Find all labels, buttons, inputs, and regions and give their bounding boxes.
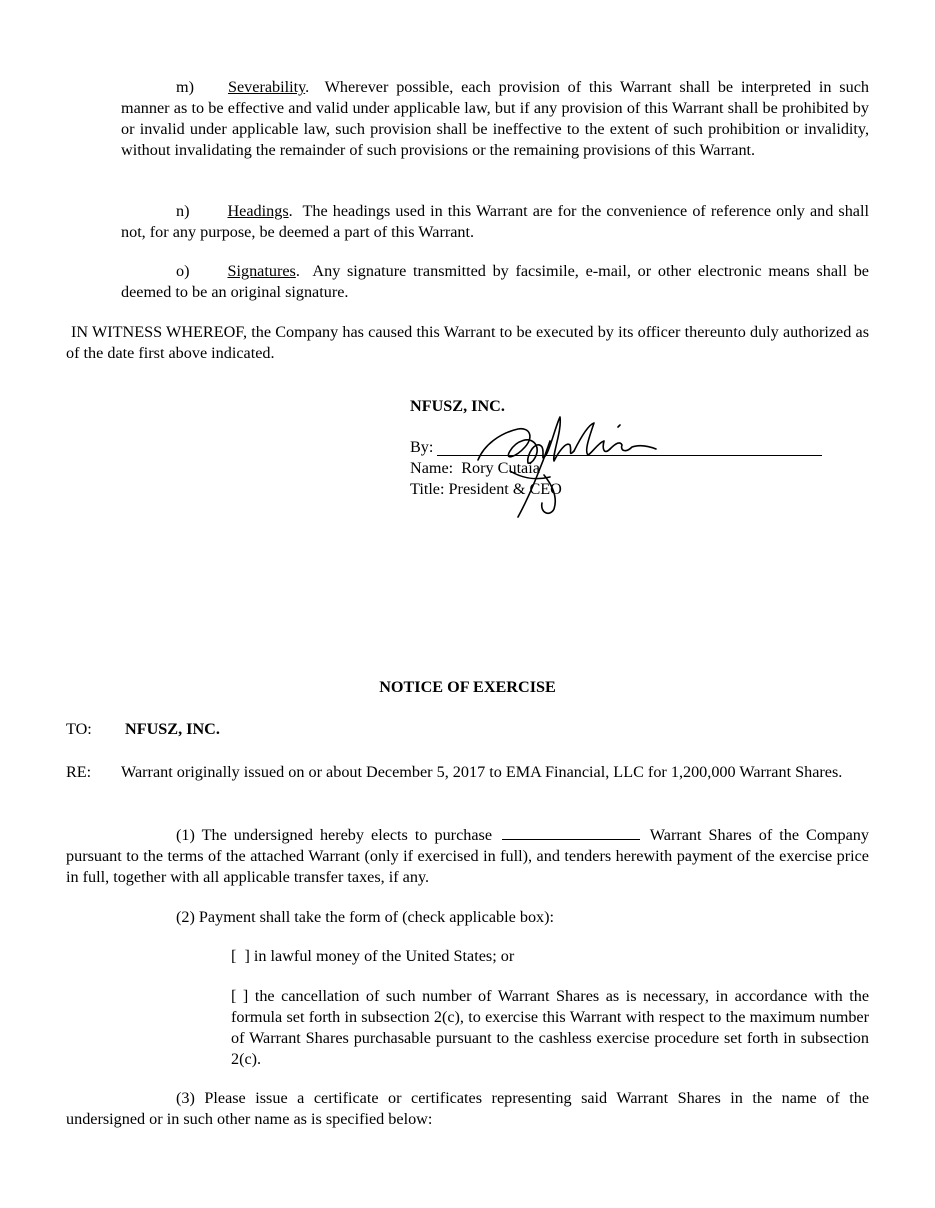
payment-option-cash[interactable]: [ ] in lawful money of the United States; or <box>231 947 515 965</box>
name-value: Rory Cutaia <box>461 459 540 477</box>
title-value: President & CEO <box>448 480 562 498</box>
signature-company: NFUSZ, INC. <box>410 397 505 415</box>
clause-severability: m) Severability. Wherever possible, each provision of this Warrant shall be interpreted in such manner as to be effective and valid under applicable law, but if any provision of this Warrant shall be prohibited by or invalid under applicable law, such provision shall be ineffective to the extent of such prohibition or invalidity, without invalidating the remainder of such provisions or the remaining provisions of this Warrant. <box>121 78 869 159</box>
clause-heading: Headings <box>227 202 289 220</box>
witness-paragraph: IN WITNESS WHEREOF, the Company has caused this Warrant to be executed by its officer thereunto duly authorized as of the date first above indicated. <box>66 323 869 362</box>
p1-text-after: Warrant Shares of the Company pursuant to the terms of the attached Warrant (only if exercised in full), and tenders herewith payment of the exercise price in full, together with all applicable transfer taxes, if any. <box>66 826 869 886</box>
notice-paragraph-2: (2) Payment shall take the form of (check applicable box): <box>176 908 555 926</box>
notice-to-label: TO: <box>66 720 92 738</box>
notice-title: NOTICE OF EXERCISE <box>379 678 556 696</box>
title-label: Title: <box>410 480 445 498</box>
clause-heading: Signatures <box>227 262 296 280</box>
clause-marker: m) <box>176 78 194 96</box>
handwritten-signature <box>470 405 670 525</box>
signature-by-label: By: <box>410 438 434 456</box>
notice-paragraph-1 <box>66 825 869 888</box>
name-label: Name: <box>410 459 454 477</box>
clause-text: Any signature transmitted by facsimile, e-mail, or other electronic means shall be deemed to be an original signature. <box>121 262 869 301</box>
notice-paragraph-3: (3) Please issue a certificate or certificates representing said Warrant Shares in the name of the undersigned or in such other name as is specified below: <box>66 1089 869 1128</box>
p1-text-before: (1) The undersigned hereby elects to purchase <box>176 826 493 844</box>
share-count-blank[interactable] <box>502 825 640 840</box>
clause-text: The headings used in this Warrant are for the convenience of reference only and shall not, for any purpose, be deemed a part of this Warrant. <box>121 202 869 241</box>
notice-to-value: NFUSZ, INC. <box>125 720 220 738</box>
payment-option-cashless[interactable]: [ ] the cancellation of such number of Warrant Shares as is necessary, in accordance with the formula set forth in subsection 2(c), to exercise this Warrant with respect to the maximum number of Warrant Shares purchasable pursuant to the cashless exercise procedure set forth in subsection 2(c). <box>231 987 869 1068</box>
clause-marker: n) <box>176 202 190 220</box>
clause-heading: Severability <box>227 78 306 96</box>
clause-signatures: o) Signatures. Any signature transmitted by facsimile, e-mail, or other electronic means shall be deemed to be an original signature. <box>121 262 869 301</box>
clause-headings: n) Headings. The headings used in this Warrant are for the convenience of reference only and shall not, for any purpose, be deemed a part of this Warrant. <box>121 202 869 241</box>
notice-re-value: Warrant originally issued on or about December 5, 2017 to EMA Financial, LLC for 1,200,000 Warrant Shares. <box>121 763 843 781</box>
notice-re-label: RE: <box>66 763 92 781</box>
clause-text: Wherever possible, each provision of this Warrant shall be interpreted in such manner as to be effective and valid under applicable law, but if any provision of this Warrant shall be prohibited by or invalid under applicable law, such provision shall be ineffective to the extent of such prohibition or invalidity, without invalidating the remainder of such provisions or the remaining provisions of this Warrant. <box>121 78 869 159</box>
clause-marker: o) <box>176 262 190 280</box>
